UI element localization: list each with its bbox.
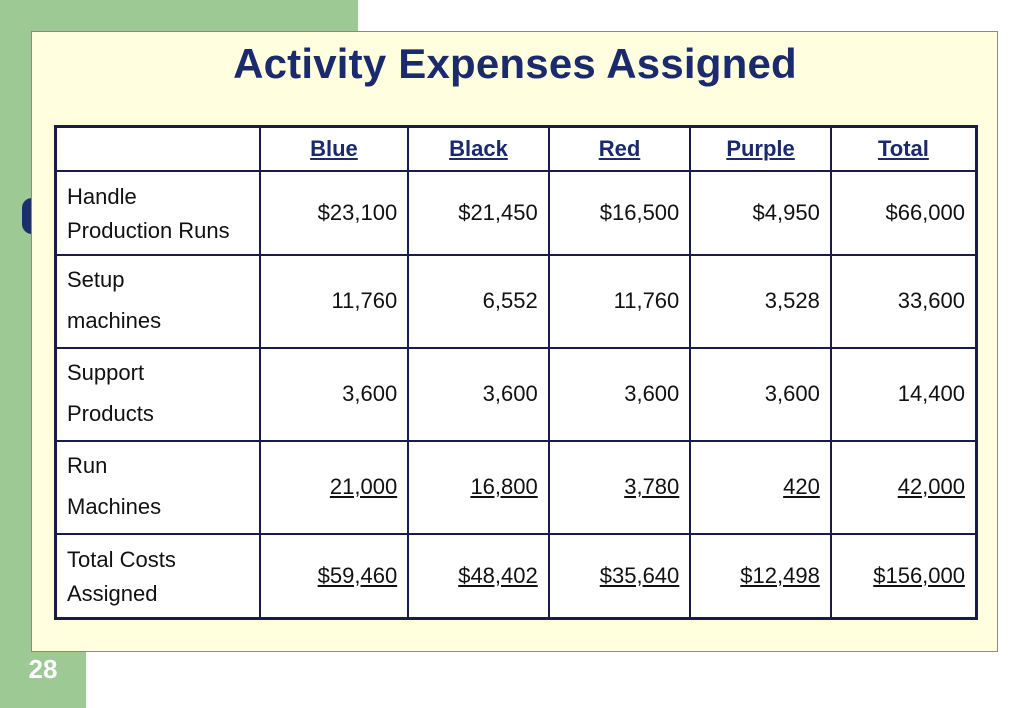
row-label-total-costs-assigned <box>56 534 260 619</box>
cell-value: 3,600 <box>342 381 398 406</box>
table-row <box>56 171 977 255</box>
header-blue: Blue <box>260 127 408 171</box>
cell-purple <box>690 348 831 441</box>
cell-blue <box>260 534 408 619</box>
cell-purple <box>690 534 831 619</box>
row-label-support-products <box>56 348 260 441</box>
cell-value: 33,600 <box>897 288 965 313</box>
cell-red <box>549 171 691 255</box>
header-black: Black <box>408 127 549 171</box>
cell-blue <box>260 441 408 534</box>
table-row <box>56 441 977 534</box>
cell-value: 21,000 <box>329 474 398 499</box>
cell-black <box>408 171 549 255</box>
row-label-line: Handle <box>67 183 137 209</box>
cell-value: 420 <box>783 474 820 499</box>
cell-value: 3,600 <box>764 381 820 406</box>
cell-value: 3,600 <box>624 381 680 406</box>
row-label-line: Production Runs <box>67 217 230 243</box>
table-row <box>56 348 977 441</box>
cell-value: 3,600 <box>482 381 538 406</box>
cell-blue <box>260 348 408 441</box>
cell-red <box>549 348 691 441</box>
cell-value: $59,460 <box>317 562 398 588</box>
cell-red <box>549 255 691 348</box>
row-label-line: Products <box>67 400 154 426</box>
cell-red <box>549 441 691 534</box>
cell-value: $23,100 <box>317 199 398 225</box>
cell-total <box>831 441 977 534</box>
cell-value: 16,800 <box>470 474 538 499</box>
cell-total <box>831 534 977 619</box>
cell-value: 14,400 <box>897 381 965 406</box>
row-label-line: Setup <box>67 266 125 292</box>
cell-black <box>408 348 549 441</box>
cell-value: $35,640 <box>599 562 680 588</box>
cell-purple <box>690 441 831 534</box>
table-row <box>56 534 977 619</box>
cell-black <box>408 255 549 348</box>
cell-value: 42,000 <box>897 474 965 499</box>
cell-black <box>408 441 549 534</box>
cell-purple <box>690 255 831 348</box>
row-label-line: Run <box>67 452 108 478</box>
header-empty-cell <box>56 127 260 171</box>
row-label-handle-production-runs <box>56 171 260 255</box>
cell-total <box>831 171 977 255</box>
cell-value: 3,780 <box>624 474 680 499</box>
cell-value: $12,498 <box>740 562 820 588</box>
row-label-line: Machines <box>67 493 162 519</box>
table-header-row <box>56 127 977 171</box>
cell-total <box>831 255 977 348</box>
header-purple: Purple <box>690 127 831 171</box>
header-red: Red <box>549 127 691 171</box>
cell-value: $16,500 <box>599 199 680 225</box>
row-label-run-machines <box>56 441 260 534</box>
cell-value: $21,450 <box>458 199 538 225</box>
cell-value: $156,000 <box>873 562 965 588</box>
page-number: 28 <box>28 654 58 684</box>
row-label-line: Support <box>67 359 145 385</box>
cell-value: 11,760 <box>613 288 680 313</box>
cell-red <box>549 534 691 619</box>
row-label-line: Total Costs <box>67 546 176 572</box>
table-row <box>56 255 977 348</box>
cell-value: $66,000 <box>885 199 965 225</box>
slide-title: Activity Expenses Assigned <box>233 40 797 87</box>
row-label-line: machines <box>67 307 162 333</box>
cell-black <box>408 534 549 619</box>
header-total: Total <box>831 127 977 171</box>
cell-total <box>831 348 977 441</box>
cell-value: 3,528 <box>764 288 820 313</box>
cell-value: $48,402 <box>458 562 538 588</box>
row-label-setup-machines <box>56 255 260 348</box>
cell-blue <box>260 255 408 348</box>
cell-value: 6,552 <box>482 288 538 313</box>
cell-value: $4,950 <box>752 199 820 225</box>
cell-blue <box>260 171 408 255</box>
row-label-line: Assigned <box>67 580 158 606</box>
cell-purple <box>690 171 831 255</box>
cell-value: 11,760 <box>331 288 398 313</box>
activity-expenses-table <box>54 125 978 620</box>
